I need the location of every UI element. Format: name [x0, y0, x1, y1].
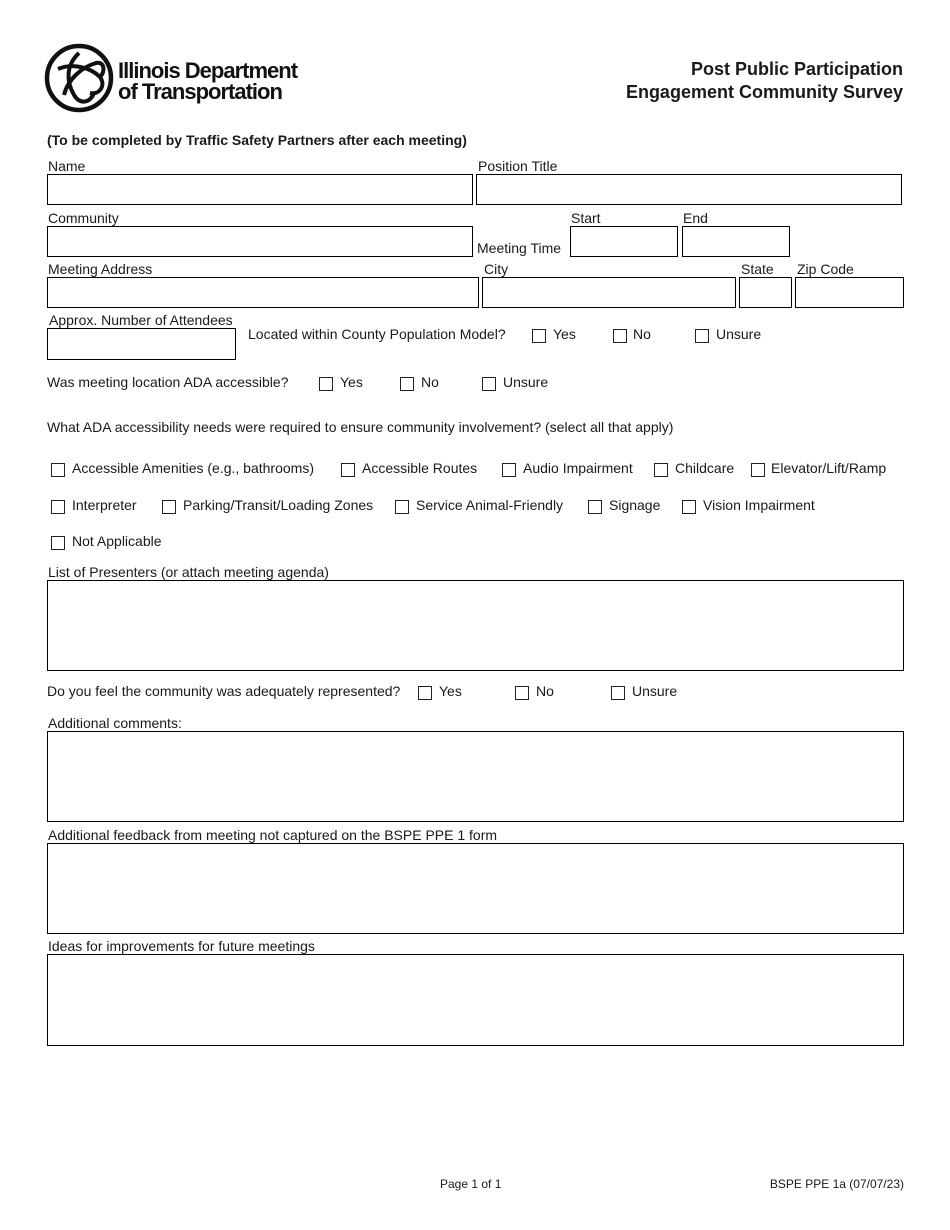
- ada-not-applicable-checkbox[interactable]: [51, 536, 65, 550]
- logo-line-1: Illinois Department: [118, 58, 298, 83]
- name-label: Name: [48, 158, 86, 174]
- county-model-yes-label: Yes: [553, 326, 576, 342]
- idot-logo-icon: [44, 43, 114, 113]
- ada-amenities-checkbox[interactable]: [51, 463, 65, 477]
- name-field[interactable]: [47, 174, 473, 205]
- county-model-unsure-label: Unsure: [716, 326, 762, 342]
- form-id: BSPE PPE 1a (07/07/23): [769, 1177, 904, 1191]
- comments-textarea[interactable]: [47, 731, 904, 822]
- community-field[interactable]: [47, 226, 473, 257]
- start-label: Start: [571, 210, 601, 226]
- comments-label: Additional comments:: [48, 715, 182, 731]
- ada-location-unsure-label: Unsure: [503, 374, 549, 390]
- ada-signage-checkbox[interactable]: [588, 500, 602, 514]
- represented-yes-label: Yes: [439, 683, 462, 699]
- state-label: State: [741, 261, 774, 277]
- city-label: City: [484, 261, 509, 277]
- page-number: Page 1 of 1: [440, 1177, 502, 1191]
- presenters-label: List of Presenters (or attach meeting agenda): [48, 564, 329, 580]
- ada-routes-label: Accessible Routes: [362, 460, 478, 476]
- represented-unsure-label: Unsure: [632, 683, 678, 699]
- county-model-no-checkbox[interactable]: [613, 329, 627, 343]
- end-label: End: [683, 210, 708, 226]
- ada-vision-label: Vision Impairment: [703, 497, 815, 513]
- attendees-label: Approx. Number of Attendees: [49, 312, 233, 328]
- ada-location-no-label: No: [421, 374, 439, 390]
- presenters-textarea[interactable]: [47, 580, 904, 671]
- meeting-address-label: Meeting Address: [48, 261, 153, 277]
- represented-yes-checkbox[interactable]: [418, 686, 432, 700]
- ada-location-no-checkbox[interactable]: [400, 377, 414, 391]
- ideas-label: Ideas for improvements for future meetings: [48, 938, 315, 954]
- end-time-field[interactable]: [682, 226, 790, 257]
- ada-audio-label: Audio Impairment: [523, 460, 633, 476]
- form-subtitle: (To be completed by Traffic Safety Partners after each meeting): [47, 132, 467, 148]
- start-time-field[interactable]: [570, 226, 678, 257]
- ideas-textarea[interactable]: [47, 954, 904, 1046]
- ada-signage-label: Signage: [609, 497, 661, 513]
- ada-location-yes-label: Yes: [340, 374, 363, 390]
- ada-not-applicable-label: Not Applicable: [72, 533, 162, 549]
- represented-no-label: No: [536, 683, 554, 699]
- ada-childcare-label: Childcare: [675, 460, 735, 476]
- represented-label: Do you feel the community was adequately represented?: [47, 683, 401, 699]
- ada-vision-checkbox[interactable]: [682, 500, 696, 514]
- ada-location-yes-checkbox[interactable]: [319, 377, 333, 391]
- county-model-no-label: No: [633, 326, 651, 342]
- ada-interpreter-label: Interpreter: [72, 497, 137, 513]
- community-label: Community: [48, 210, 119, 226]
- county-model-unsure-checkbox[interactable]: [695, 329, 709, 343]
- logo-line-2: of Transportation: [118, 79, 282, 104]
- meeting-time-label: Meeting Time: [477, 240, 562, 256]
- ada-parking-label: Parking/Transit/Loading Zones: [183, 497, 374, 513]
- feedback-textarea[interactable]: [47, 843, 904, 934]
- ada-audio-checkbox[interactable]: [502, 463, 516, 477]
- ada-elevator-label: Elevator/Lift/Ramp: [771, 460, 887, 476]
- ada-location-unsure-checkbox[interactable]: [482, 377, 496, 391]
- attendees-field[interactable]: [47, 328, 236, 360]
- county-model-label: Located within County Population Model?: [248, 326, 506, 342]
- ada-amenities-label: Accessible Amenities (e.g., bathrooms): [72, 460, 314, 476]
- ada-routes-checkbox[interactable]: [341, 463, 355, 477]
- form-title-line-2: Engagement Community Survey: [625, 82, 903, 102]
- ada-childcare-checkbox[interactable]: [654, 463, 668, 477]
- position-title-field[interactable]: [476, 174, 902, 205]
- city-field[interactable]: [482, 277, 736, 308]
- ada-service-animal-label: Service Animal-Friendly: [416, 497, 564, 513]
- ada-elevator-checkbox[interactable]: [751, 463, 765, 477]
- zip-code-label: Zip Code: [797, 261, 854, 277]
- represented-no-checkbox[interactable]: [515, 686, 529, 700]
- represented-unsure-checkbox[interactable]: [611, 686, 625, 700]
- feedback-label: Additional feedback from meeting not captured on the BSPE PPE 1 form: [48, 827, 498, 843]
- ada-location-label: Was meeting location ADA accessible?: [47, 374, 289, 390]
- ada-interpreter-checkbox[interactable]: [51, 500, 65, 514]
- state-field[interactable]: [739, 277, 792, 308]
- meeting-address-field[interactable]: [47, 277, 479, 308]
- zip-code-field[interactable]: [795, 277, 904, 308]
- ada-parking-checkbox[interactable]: [162, 500, 176, 514]
- form-title-line-1: Post Public Participation: [690, 59, 903, 79]
- ada-service-animal-checkbox[interactable]: [395, 500, 409, 514]
- position-title-label: Position Title: [478, 158, 558, 174]
- ada-needs-label: What ADA accessibility needs were required to ensure community involvement? (select all that apply): [47, 419, 674, 435]
- county-model-yes-checkbox[interactable]: [532, 329, 546, 343]
